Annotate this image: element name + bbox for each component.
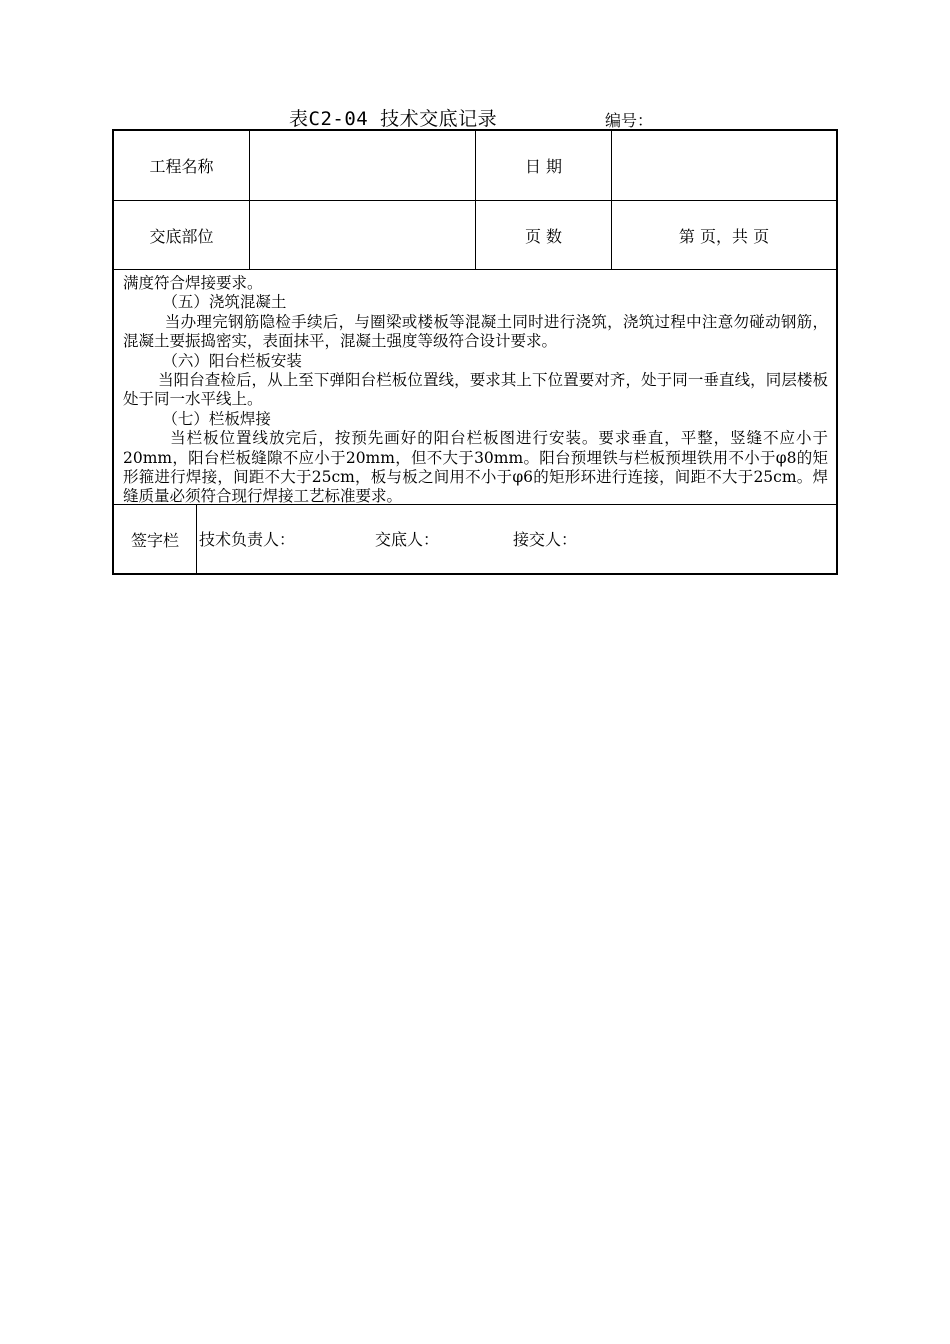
project-name-field[interactable]	[250, 131, 476, 200]
receiver-signature-field[interactable]: 接交人：	[513, 530, 578, 549]
presenter-signature-field[interactable]: 交底人：	[375, 530, 440, 549]
content-heading: （七）栏板焊接	[123, 409, 271, 428]
date-label: 日 期	[476, 131, 612, 200]
signature-row	[114, 505, 836, 573]
pages-field: 第 页，共 页	[678, 226, 770, 246]
date-field[interactable]	[612, 131, 836, 200]
pages-label: 页 数	[476, 201, 612, 269]
content-paragraph: 当办理完钢筋隐检手续后，与圈梁或楼板等混凝土同时进行浇筑，浇筑过程中注意勿碰动钢筋，混凝土要振捣密实，表面抹平，混凝土强度等级符合设计要求。	[123, 312, 828, 351]
project-name-label: 工程名称	[114, 131, 250, 200]
location-label: 交底部位	[114, 201, 250, 269]
document-title: 表C2-04 技术交底记录	[289, 108, 498, 130]
content-paragraph: 当阳台查检后，从上至下弹阳台栏板位置线，要求其上下位置要对齐，处于同一垂直线，同层楼板处于同一水平线上。	[123, 371, 828, 409]
table-row-project	[114, 131, 836, 201]
location-field[interactable]	[250, 201, 476, 269]
content-paragraph: 当栏板位置线放完后，按预先画好的阳台栏板图进行安装。要求垂直，平整，竖缝不应小于20mm，阳台栏板缝隙不应小于20mm，但不大于30mm。阳台预埋铁与栏板预埋铁用不小于φ8的矩形箍进行焊接，间距不大于25cm，板与板之间用不小于φ6的矩形环进行连接，间距不大于25cm。焊缝质量必须符合现行焊接工艺标准要求。	[123, 429, 828, 506]
signature-label: 签字栏	[114, 505, 197, 573]
content-heading: （六）阳台栏板安装	[123, 351, 302, 370]
document-header	[113, 104, 837, 130]
content-heading: （五）浇筑混凝土	[123, 293, 287, 312]
content-paragraph: 满度符合焊接要求。	[123, 274, 263, 292]
tech-lead-signature-field[interactable]: 技术负责人：	[199, 530, 296, 549]
briefing-content	[114, 270, 836, 505]
record-table	[112, 129, 838, 575]
document-number-label: 编号：	[605, 111, 654, 130]
table-row-location	[114, 201, 836, 270]
